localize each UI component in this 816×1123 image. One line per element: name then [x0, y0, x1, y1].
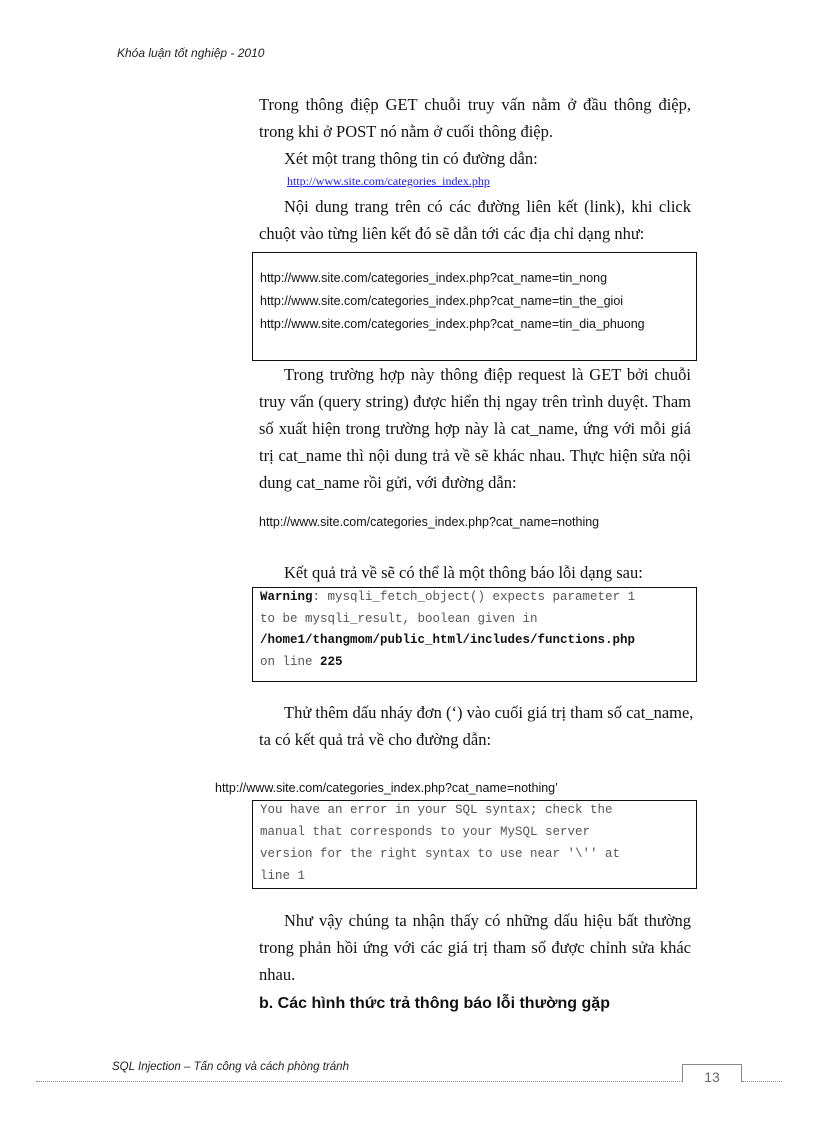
url-example-2: http://www.site.com/categories_index.php?cat_name=tin_the_gioi: [260, 294, 624, 308]
warning-line-1: Warning: mysqli_fetch_object() expects parameter 1: [260, 590, 636, 604]
para7-line2: trong phản hồi ứng với các giá trị tham số được chỉnh sửa khác: [259, 938, 691, 957]
para7-line3: nhau.: [259, 965, 296, 984]
para5-line1: Kết quả trả về sẽ có thể là một thông báo lỗi dạng sau:: [284, 563, 643, 582]
url-nothing: http://www.site.com/categories_index.php?cat_name=nothing: [259, 515, 600, 529]
warning-file-path: /home1/thangmom/public_html/includes/functions.php: [260, 633, 636, 647]
page-number: 13: [682, 1064, 742, 1082]
warning-line-number: 225: [320, 655, 343, 669]
warning-code-box: [252, 587, 697, 682]
warning-line-3: [260, 633, 635, 647]
sql-error-line-1: You have an error in your SQL syntax; check the: [260, 803, 613, 817]
footer-divider-right: [742, 1081, 782, 1082]
para3-line1: Nội dung trang trên có các đường liên kết (link), khi click: [284, 197, 691, 216]
warning-line-4: on line 225: [260, 655, 343, 669]
para6-line2: ta có kết quả trả về cho đường dẫn:: [259, 730, 492, 749]
url-nothing-quote: http://www.site.com/categories_index.php?cat_name=nothing’: [215, 781, 558, 795]
sql-error-line-2: manual that corresponds to your MySQL server: [260, 825, 591, 839]
sql-error-line-3: version for the right syntax to use near '\'' at: [260, 847, 621, 861]
para4-line2: truy vấn (query string) được hiển thị ngay trên trình duyệt. Tham: [259, 392, 691, 411]
para3-line2: chuột vào từng liên kết đó sẽ dẫn tới các địa chỉ dạng như:: [259, 224, 645, 243]
section-heading: b. Các hình thức trả thông báo lỗi thường gặp: [259, 995, 610, 1012]
categories-link[interactable]: http://www.site.com/categories_index.php: [287, 174, 490, 188]
para4-line3: số xuất hiện trong trường hợp này là cat_name, ứng với mỗi giá: [259, 419, 691, 438]
para4-line1: Trong trường hợp này thông điệp request là GET bởi chuỗi: [284, 365, 691, 384]
sql-error-box: [252, 800, 697, 889]
para1-line1: Trong thông điệp GET chuỗi truy vấn nằm ở đầu thông điệp,: [259, 95, 691, 114]
url-example-box: [252, 252, 697, 361]
warning-label: Warning: [260, 590, 313, 604]
sql-error-line-4: line 1: [260, 869, 306, 883]
para2-line1: Xét một trang thông tin có đường dẫn:: [284, 149, 538, 168]
footer-divider: [36, 1081, 682, 1082]
para6-line1: Thử thêm dấu nháy đơn (‘) vào cuối giá trị tham số cat_name,: [284, 703, 694, 722]
para1-line2: trong khi ở POST nó nằm ở cuối thông điệp.: [259, 122, 553, 141]
footer-title: SQL Injection – Tấn công và cách phòng tránh: [112, 1061, 349, 1073]
url-example-3: http://www.site.com/categories_index.php?cat_name=tin_dia_phuong: [260, 317, 645, 331]
para4-line4: trị cat_name thì nội dung trả về sẽ khác nhau. Thực hiện sửa nội: [259, 446, 691, 465]
url-example-1: http://www.site.com/categories_index.php?cat_name=tin_nong: [260, 271, 608, 285]
para7-line1: Như vậy chúng ta nhận thấy có những dấu hiệu bất thường: [284, 911, 691, 930]
para4-line5: dung cat_name rồi gửi, với đường dẫn:: [259, 473, 517, 492]
running-header: Khóa luận tốt nghiệp - 2010: [117, 46, 265, 60]
warning-line-2: to be mysqli_result, boolean given in: [260, 612, 538, 626]
